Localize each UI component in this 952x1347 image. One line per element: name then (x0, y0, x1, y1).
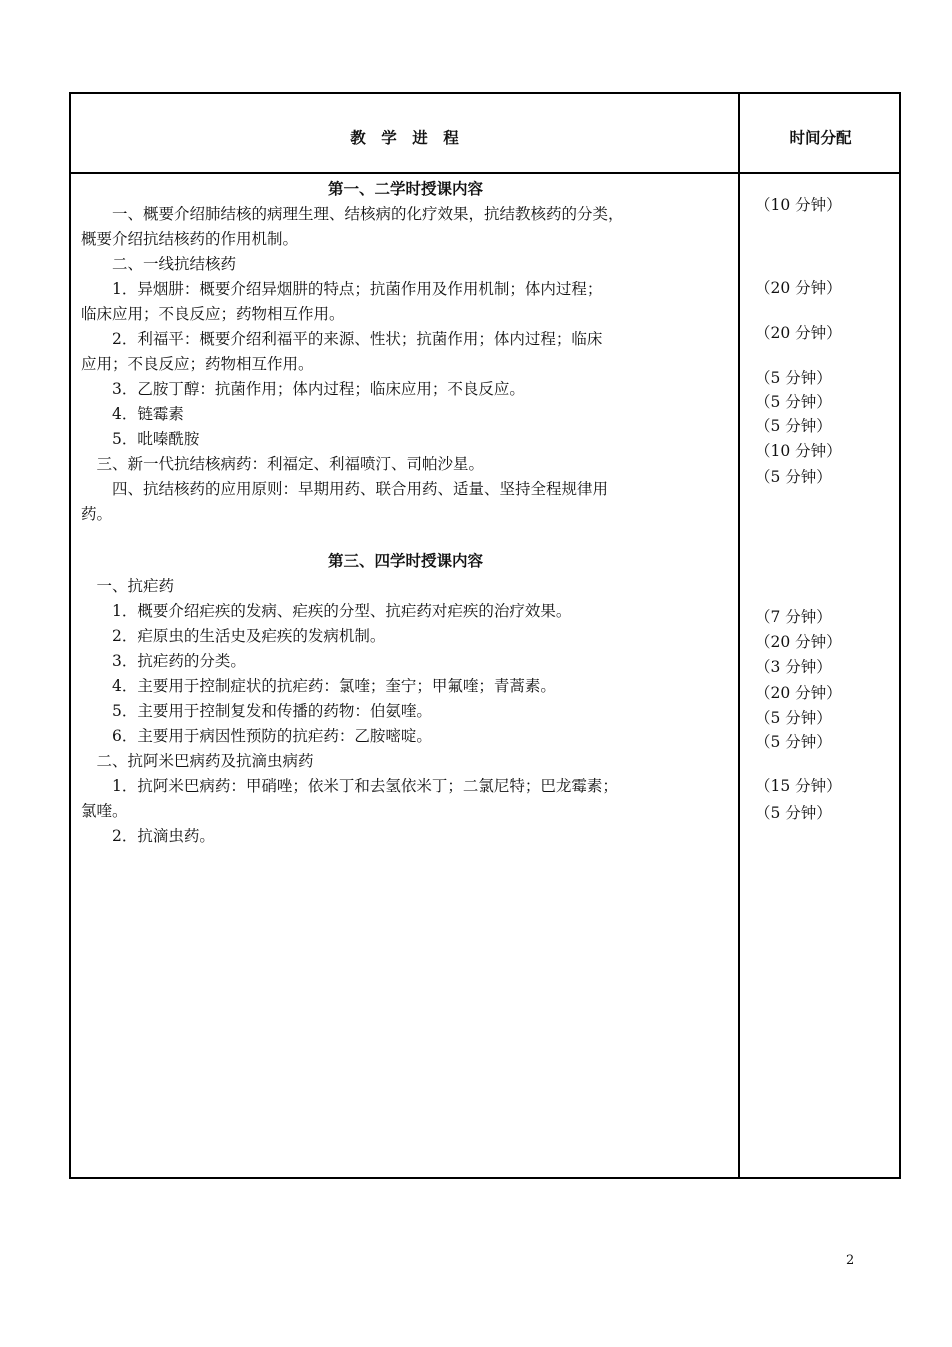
content-line: 1．异烟肼：概要介绍异烟肼的特点；抗菌作用及作用机制；体内过程； (81, 280, 603, 298)
content-line: 2．利福平：概要介绍利福平的来源、性状；抗菌作用；体内过程；临床 (81, 330, 603, 348)
content-line: 4．链霉素 (81, 405, 184, 423)
time-entry: （10 分钟） (755, 442, 842, 460)
header-divider (71, 172, 899, 174)
content-line: 3．抗疟药的分类。 (81, 652, 246, 670)
content-line: 2．抗滴虫药。 (81, 827, 215, 845)
time-entry: （7 分钟） (755, 608, 832, 626)
time-entry: （5 分钟） (755, 804, 832, 822)
content-line: 二、抗阿米巴病药及抗滴虫病药 (81, 752, 314, 770)
content-line: 应用；不良反应；药物相互作用。 (81, 355, 314, 373)
time-entry: （20 分钟） (755, 279, 842, 297)
content-line: 6．主要用于病因性预防的抗疟药：乙胺嘧啶。 (81, 727, 432, 745)
content-line: 1．概要介绍疟疾的发病、疟疾的分型、抗疟药对疟疾的治疗效果。 (81, 602, 572, 620)
time-entry: （5 分钟） (755, 468, 832, 486)
content-line: 1．抗阿米巴病药：甲硝唑；依米丁和去氢依米丁；二氯尼特；巴龙霉素； (81, 777, 618, 795)
content-line: 一、概要介绍肺结核的病理生理、结核病的化疗效果，抗结教核药的分类， (81, 205, 624, 223)
content-line: 5．主要用于控制复发和传播的药物：伯氨喹。 (81, 702, 432, 720)
content-line: 临床应用；不良反应；药物相互作用。 (81, 305, 345, 323)
time-entry: （5 分钟） (755, 417, 832, 435)
content-line: 一、抗疟药 (81, 577, 175, 595)
lesson-table (69, 92, 901, 1179)
content-line: 三、新一代抗结核病药：利福定、利福喷汀、司帕沙星。 (81, 455, 485, 473)
header-time-allocation: 时间分配 (789, 129, 852, 147)
content-line: 四、抗结核药的应用原则：早期用药、联合用药、适量、坚持全程规律用 (81, 480, 609, 498)
section1-title: 第一、二学时授课内容 (327, 180, 483, 198)
content-line: 5．吡嗪酰胺 (81, 430, 200, 448)
content-line: 氯喹。 (81, 802, 128, 820)
content-line: 4．主要用于控制症状的抗疟药：氯喹；奎宁；甲氟喹；青蒿素。 (81, 677, 556, 695)
page-number: 2 (846, 1253, 855, 1268)
time-entry: （20 分钟） (755, 324, 842, 342)
time-entry: （5 分钟） (755, 733, 832, 751)
time-entry: （5 分钟） (755, 709, 832, 727)
time-entry: （20 分钟） (755, 684, 842, 702)
content-line: 二、一线抗结核药 (81, 255, 237, 273)
header-progress: 教 学 进 程 (350, 129, 459, 147)
time-entry: （20 分钟） (755, 633, 842, 651)
time-entry: （3 分钟） (755, 658, 832, 676)
progress-content (81, 177, 730, 849)
time-entry: （5 分钟） (755, 369, 832, 387)
time-entry: （15 分钟） (755, 777, 842, 795)
content-line: 3．乙胺丁醇：抗菌作用；体内过程；临床应用；不良反应。 (81, 380, 525, 398)
time-entry: （5 分钟） (755, 393, 832, 411)
section2-title: 第三、四学时授课内容 (327, 552, 483, 570)
column-divider (738, 94, 740, 1177)
section1-lines (81, 202, 730, 527)
content-line: 药。 (81, 505, 113, 523)
section2-lines (81, 574, 730, 849)
time-entry: （10 分钟） (755, 196, 842, 214)
content-line: 概要介绍抗结核药的作用机制。 (81, 230, 299, 248)
content-line: 2．疟原虫的生活史及疟疾的发病机制。 (81, 627, 386, 645)
